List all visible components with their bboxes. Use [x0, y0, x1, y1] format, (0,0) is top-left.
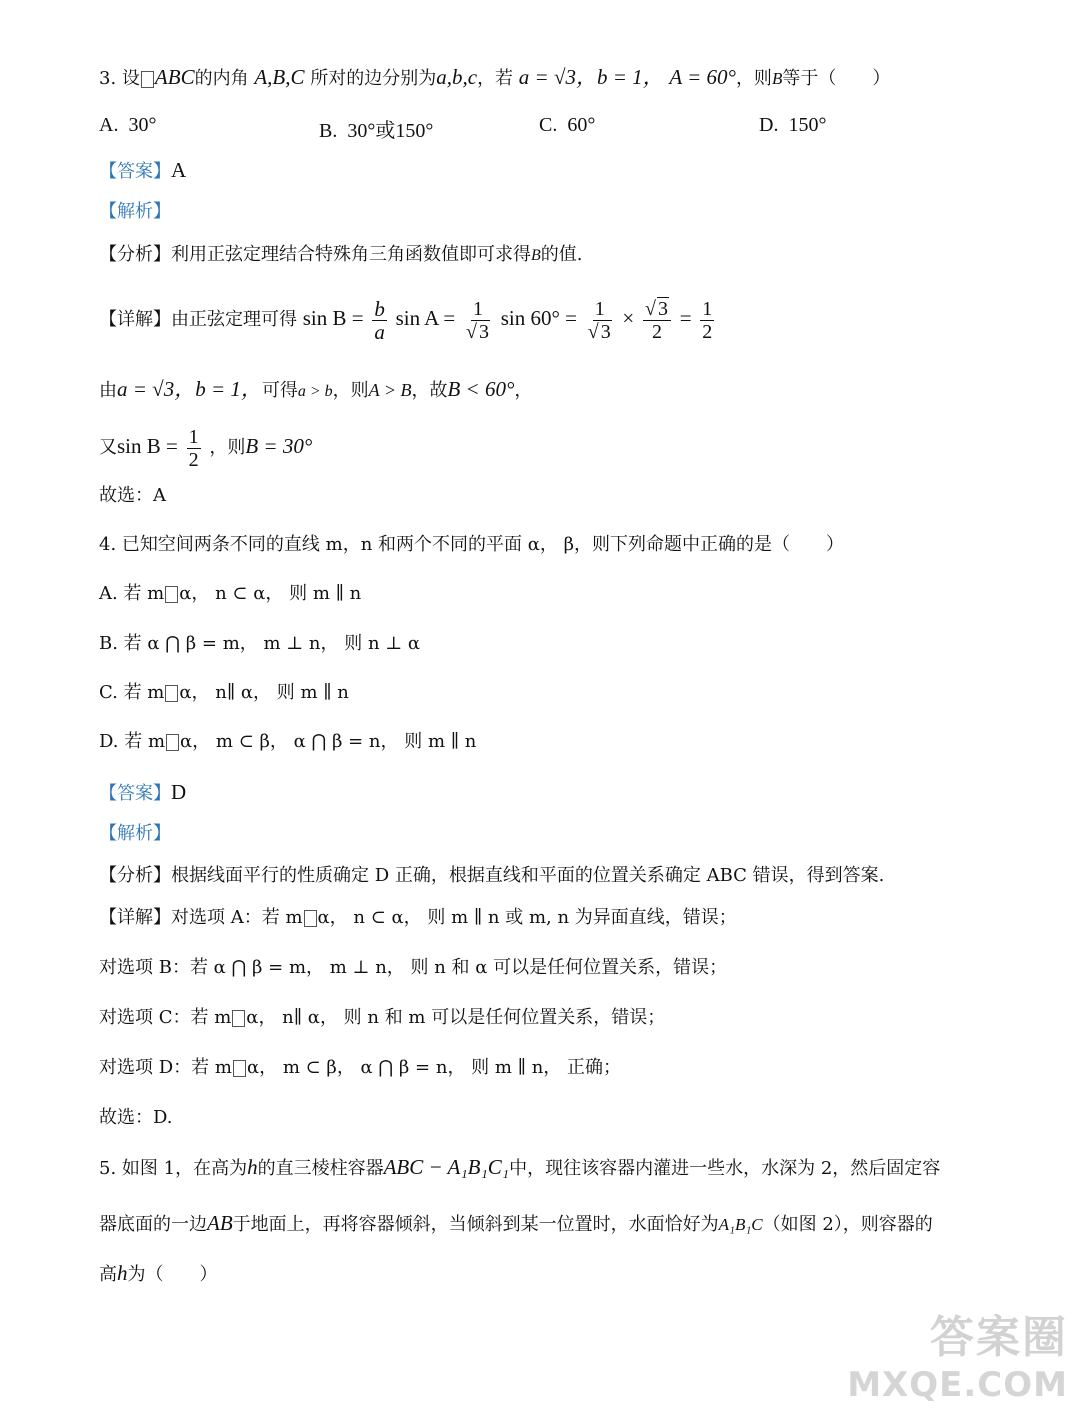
- q4-stem: 4. 已知空间两条不同的直线 m，n 和两个不同的平面 α， β，则下列命题中正确的是（ ）: [99, 534, 845, 555]
- q3-analysis-tag: 【解析】: [99, 201, 171, 222]
- watermark-logo: 答案圈: [930, 1312, 1068, 1363]
- q4-detail-d: 对选项 D：若 m α， m ⊂ β， α ⋂ β = n， 则 m ∥ n， 正确；: [99, 1057, 622, 1078]
- q4-detail-c: 对选项 C：若 m α， n∥ α， 则 n 和 m 可以是任何位置关系，错误；: [99, 1007, 666, 1028]
- fraction-sqrt3-over-2: $\frac{√ 3}{2}$: [643, 298, 671, 343]
- fraction-1-over-2: $\frac{1}{2}$: [702, 297, 713, 343]
- fraction-1-over-sqrt3: $\frac{1}{√ 3}$: [466, 297, 489, 343]
- watermark-url: MXQE.COM: [847, 1365, 1068, 1405]
- fraction-half: $\frac{1}{2}$: [188, 425, 199, 471]
- fraction-b-over-a: $\frac{b}{a}$: [374, 296, 385, 344]
- answer-tag: 【答案】: [99, 161, 171, 182]
- q4-detail-a: 【详解】对选项 A：若 m α， n ⊂ α， 则 m ∥ n 或 m, n 为异面直线，错误；: [99, 907, 737, 928]
- fraction-1-over-sqrt3-b: $\frac{1}{√ 3}$: [587, 297, 611, 343]
- q3-reasoning: 由a = √3，b = 1，可得a > b，则A > B，故B < 60°，: [99, 377, 533, 401]
- q3-conclusion: 故选：A: [99, 485, 166, 506]
- q4-analysis-tag: 【解析】: [99, 823, 171, 844]
- q3-option-c: C. 60°: [539, 114, 596, 136]
- q3-option-b: B. 30°或150°: [319, 120, 434, 142]
- q5-line-3: 高h为（ ）: [99, 1261, 218, 1285]
- q3-answer: 【答案】A: [99, 158, 187, 182]
- q3-result: 又sin B = $\frac{1}{2}$ ，则B = 30°: [99, 425, 313, 471]
- q4-option-c: C. 若 m α， n∥ α， 则 m ∥ n: [99, 682, 349, 703]
- q3-option-d: D. 150°: [759, 114, 827, 136]
- q5-line-1: 5. 如图 1，在高为h的直三棱柱容器ABC − A₁B₁C₁中，现往该容器内灌进一些水，水深为 2，然后固定容: [99, 1155, 941, 1179]
- q4-option-b: B. 若 α ⋂ β = m， m ⊥ n， 则 n ⊥ α: [99, 633, 421, 654]
- q4-answer: 【答案】D: [99, 780, 187, 804]
- q3-stem: 3. 设 ABC的内角 A,B,C 所对的边分别为a,b,c，若 a = √3，b = 1， A = 60°，则B等于（ ）: [99, 65, 891, 89]
- q3-detail: 【详解】由正弦定理可得 sin B = $\frac{b}{a}$ sin A = $\frac{1}{√ 3}$ sin 60° = $\frac{1}{√ 3}$ × $\frac{√ 3}{2}$ = $\frac{1}{2}$: [99, 296, 713, 344]
- q3-fenxi: 【分析】利用正弦定理结合特殊角三角函数值即可求得B的值.: [99, 244, 583, 265]
- q4-conclusion: 故选：D.: [99, 1107, 173, 1128]
- watermark: [847, 1301, 1068, 1405]
- q5-line-2: 器底面的一边AB于地面上，再将容器倾斜，当倾斜到某一位置时，水面恰好为A₁B₁C（如图 2），则容器的: [99, 1211, 933, 1235]
- q4-option-a: A. 若 m α， n ⊂ α， 则 m ∥ n: [99, 583, 362, 604]
- q4-fenxi: 【分析】根据线面平行的性质确定 D 正确，根据直线和平面的位置关系确定 ABC 错误，得到答案.: [99, 865, 885, 886]
- answer-tag: 【答案】: [99, 783, 171, 804]
- q3-option-a: A. 30°: [99, 114, 157, 136]
- q4-detail-b: 对选项 B：若 α ⋂ β = m， m ⊥ n， 则 n 和 α 可以是任何位置关系，错误；: [99, 957, 728, 978]
- triangle-symbol-placeholder: [141, 71, 154, 88]
- q4-option-d: D. 若 m α， m ⊂ β， α ⋂ β = n， 则 m ∥ n: [99, 731, 477, 752]
